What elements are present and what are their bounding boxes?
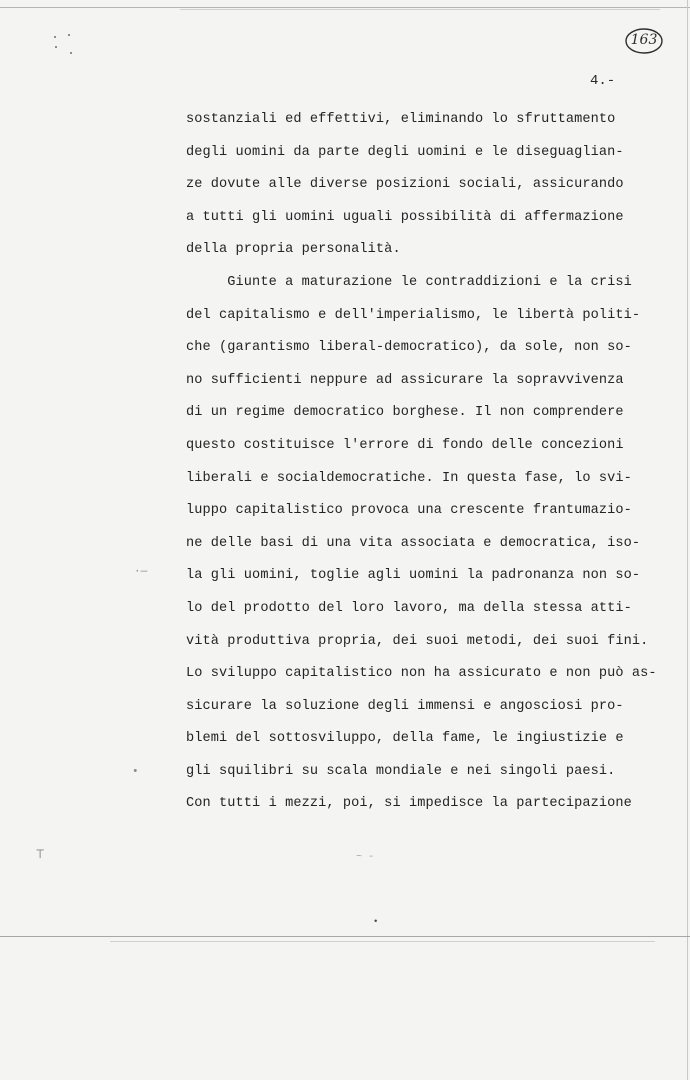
archive-stamp-number: 163 [630,32,658,48]
margin-pencil-mark: ·— [134,566,148,578]
text-line: ne delle basi di una vita associata e democratica, iso- [186,535,641,551]
text-line: luppo capitalistico provoca una crescente frantumazio- [186,503,632,519]
text-line: della propria personalità. [186,242,401,258]
margin-smudge-mark: ⊤ [36,847,45,863]
text-line: Lo sviluppo capitalistico non ha assicurato e non può as- [186,666,657,682]
top-edge-rule-secondary [180,9,660,10]
text-line: sostanziali ed effettivi, eliminando lo sfruttamento [186,112,616,127]
punch-marks [52,34,78,58]
right-page-edge [687,0,688,1080]
bottom-edge-rule-secondary [110,941,655,942]
text-line: no sufficienti neppure ad assicurare la sopravvivenza [186,372,624,388]
bottom-dot-mark: • [373,917,379,927]
text-line: gli squilibri su scala mondiale e nei singoli paesi. [186,763,616,779]
text-line: blemi del sottosviluppo, della fame, le ingiustizie e [186,731,624,747]
bottom-edge-rule [0,936,690,937]
text-line: sicurare la soluzione degli immensi e angosciosi pro- [186,698,624,714]
top-edge-rule [0,7,690,8]
text-line: liberali e socialdemocratiche. In questa fase, lo svi- [186,470,632,486]
text-line: degli uomini da parte degli uomini e le diseguaglian- [186,144,624,160]
center-smudge-mark: ~ - [356,852,375,863]
text-line: la gli uomini, toglie agli uomini la padronanza non so- [186,568,641,584]
text-line: Giunte a maturazione le contraddizioni e la crisi [186,274,632,290]
archive-page-stamp [624,27,664,55]
text-line: vità produttiva propria, dei suoi metodi, dei suoi fini. [186,633,649,649]
text-line: del capitalismo e dell'imperialismo, le libertà politi- [186,307,641,323]
text-line: lo del prodotto del loro lavoro, ma della stessa atti- [186,600,632,616]
text-line: che (garantismo liberal-democratico), da sole, non so- [186,340,632,356]
margin-dot-mark: • [132,766,139,778]
text-line: a tutti gli uomini uguali possibilità di affermazione [186,209,624,225]
text-line: questo costituisce l'errore di fondo delle concezioni [186,437,624,453]
text-line: di un regime democratico borghese. Il non comprendere [186,405,624,421]
page-number: 4.- [590,73,616,89]
body-text [186,104,662,821]
text-line: ze dovute alle diverse posizioni sociali, assicurando [186,177,624,193]
text-line: Con tutti i mezzi, poi, si impedisce la partecipazione [186,796,632,812]
